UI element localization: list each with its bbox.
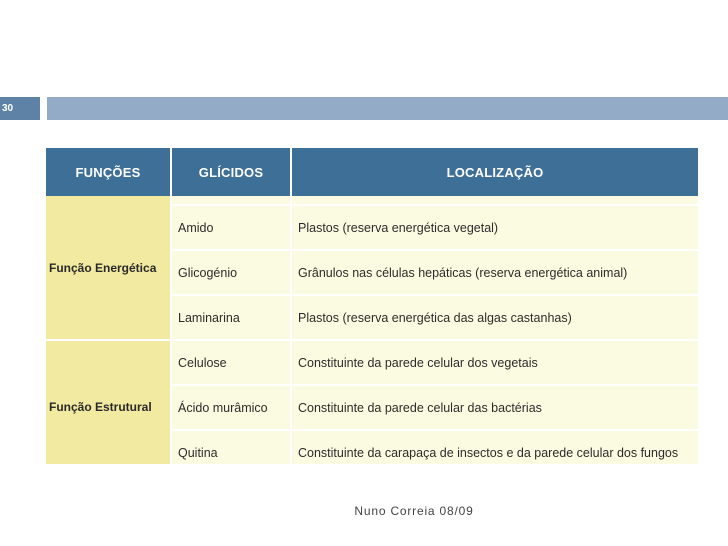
spacer-cell	[291, 196, 698, 205]
localizacao-cell: Constituinte da carapaça de insectos e da parede celular dos fungos	[298, 445, 679, 460]
slide-footer: Nuno Correia 08/09	[354, 504, 474, 518]
glicidos-table-image	[46, 148, 698, 464]
table-row-spacer	[46, 196, 698, 205]
function-cell-estrutural: Função Estrutural	[46, 340, 171, 464]
spacer-cell	[171, 196, 291, 205]
table-row	[46, 340, 698, 385]
localizacao-cell: Plastos (reserva energética das algas castanhas)	[291, 295, 698, 340]
localizacao-cell: Constituinte da parede celular dos vegetais	[291, 340, 698, 385]
localizacao-cell: Constituinte da parede celular das bactérias	[291, 385, 698, 430]
table-header-row	[46, 148, 698, 196]
header-funcoes: FUNÇÕES	[46, 148, 171, 196]
glicido-cell: Amido	[171, 205, 291, 250]
header-localizacao: LOCALIZAÇÃO	[291, 148, 698, 196]
function-cell-energetica: Função Energética	[46, 196, 171, 340]
glicido-cell: Quitina	[171, 430, 291, 464]
glicido-cell: Glicogénio	[171, 250, 291, 295]
glicido-cell: Celulose	[171, 340, 291, 385]
glicido-cell: Ácido murâmico	[171, 385, 291, 430]
localizacao-cell: Grânulos nas células hepáticas (reserva energética animal)	[291, 250, 698, 295]
slide-number: 30	[0, 97, 40, 120]
title-bar	[47, 97, 728, 120]
localizacao-cell: Plastos (reserva energética vegetal)	[291, 205, 698, 250]
glicido-cell: Laminarina	[171, 295, 291, 340]
header-glicidos: GLÍCIDOS	[171, 148, 291, 196]
glicidos-table	[46, 148, 698, 464]
